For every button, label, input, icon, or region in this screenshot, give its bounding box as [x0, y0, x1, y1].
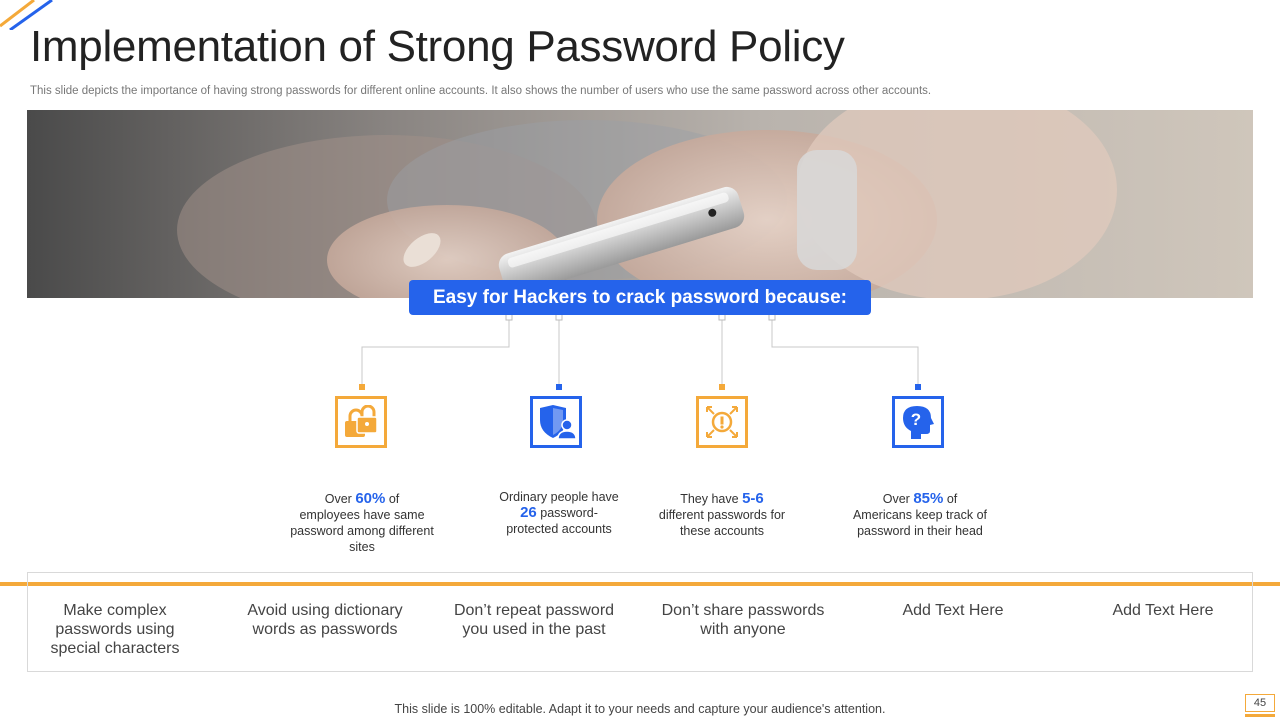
stat-rest: different passwords for these accounts — [658, 508, 786, 538]
tip-item: Don’t repeat password you used in the past — [453, 602, 615, 638]
tip-item: Don’t share passwords with anyone — [661, 602, 825, 638]
phone-hands-photo — [27, 110, 1253, 298]
stat-pre: Over — [324, 492, 352, 506]
stat-post: of — [946, 492, 958, 506]
stat-value: 26 — [520, 504, 537, 521]
tip-item: Add Text Here — [1112, 602, 1214, 619]
tip-item: Avoid using dictionary words as passwords — [247, 602, 403, 638]
stat-pre: Ordinary people have — [499, 490, 619, 504]
question-head-icon — [892, 396, 944, 448]
svg-text:?: ? — [910, 410, 922, 429]
page-number-underline — [1245, 714, 1275, 717]
stat-accounts — [484, 489, 634, 537]
tip-item: Add Text Here — [902, 602, 1004, 619]
tip-item: Make complex passwords using special characters — [50, 602, 180, 657]
stat-pre: They have — [680, 492, 739, 506]
footer-note: This slide is 100% editable. Adapt it to your needs and capture your audience's attention. — [394, 702, 886, 716]
stat-employees — [287, 491, 437, 555]
stat-passwords — [647, 491, 797, 539]
page-number: 45 — [1245, 694, 1275, 712]
stat-post: of — [388, 492, 400, 506]
stat-americans — [845, 491, 995, 539]
hackers-banner: Easy for Hackers to crack password because: — [409, 280, 871, 315]
stat-rest: Americans keep track of password in their head — [852, 508, 988, 538]
stat-rest: protected accounts — [506, 522, 612, 536]
stat-post: password- — [540, 506, 598, 520]
stat-value: 60% — [355, 490, 386, 507]
slide-subtitle: This slide depicts the importance of having strong passwords for different online accounts. It also shows the number of users who use the same password across other accounts. — [30, 85, 932, 97]
stat-pre: Over — [882, 492, 910, 506]
stat-value: 5-6 — [742, 490, 764, 507]
shield-user-icon — [530, 396, 582, 448]
slide-title: Implementation of Strong Password Policy — [30, 22, 845, 71]
tips-panel — [27, 572, 1253, 672]
stat-value: 85% — [913, 490, 944, 507]
padlocks-icon — [335, 396, 387, 448]
stat-rest: employees have same password among different sites — [290, 508, 434, 554]
password-cycle-icon — [696, 396, 748, 448]
